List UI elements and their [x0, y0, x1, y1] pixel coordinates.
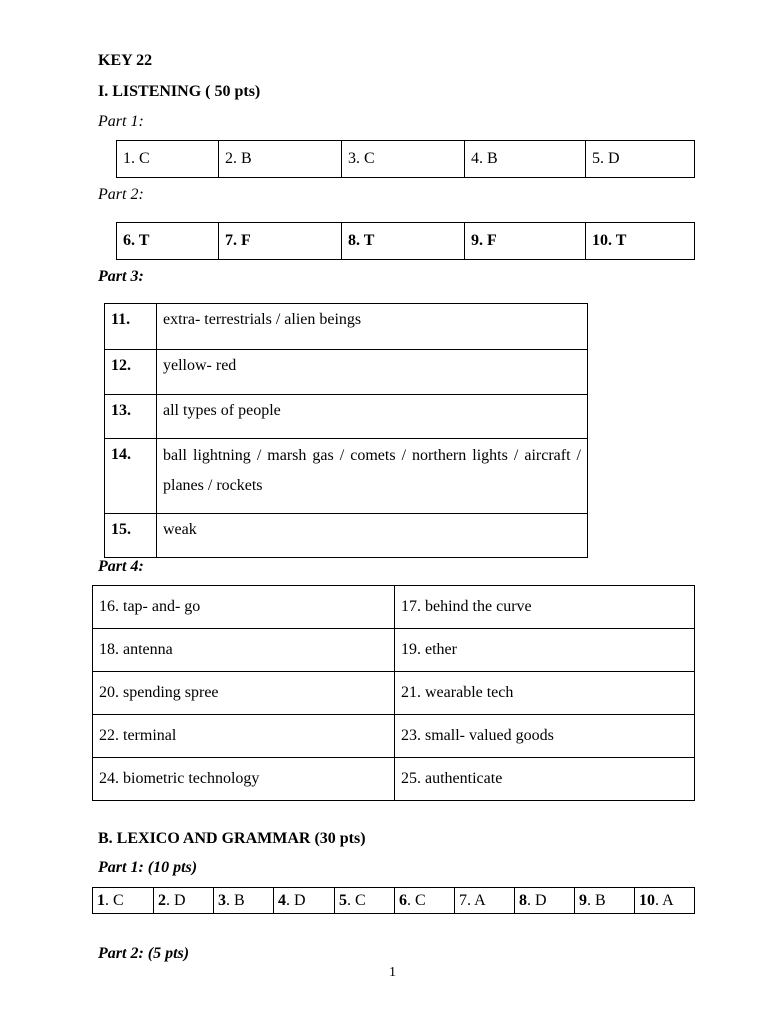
listening-part3-label: Part 3: [98, 268, 144, 285]
answer-cell: 16. tap- and- go [93, 586, 395, 629]
listening-part4-label: Part 4: [98, 558, 144, 575]
table-row [117, 223, 695, 260]
question-number: 1 [97, 891, 105, 909]
listening-part1-label: Part 1: [98, 113, 144, 130]
answer-cell: 23. small- valued goods [395, 715, 695, 758]
question-number: 5 [339, 891, 347, 909]
table-row [117, 141, 695, 178]
answer-letter: . B [226, 891, 245, 909]
answer-cell: weak [157, 514, 588, 558]
answer-cell: 24. biometric technology [93, 758, 395, 801]
question-number: 3 [218, 891, 226, 909]
lexico-part1-label: Part 1: (10 pts) [98, 859, 198, 876]
question-number: 2 [158, 891, 166, 909]
question-number: 10 [639, 891, 655, 909]
lexico-part1-table [92, 887, 695, 914]
page-number: 1 [389, 965, 396, 980]
table-row [93, 672, 695, 715]
answer-cell [214, 888, 274, 914]
question-number: 6 [399, 891, 407, 909]
answer-cell: 4. B [465, 141, 586, 178]
answer-cell: 9. F [465, 223, 586, 260]
answer-cell [515, 888, 575, 914]
table-row [93, 758, 695, 801]
answer-letter: . C [347, 891, 366, 909]
answer-cell [274, 888, 335, 914]
answer-cell: 2. B [219, 141, 342, 178]
listening-part2-label: Part 2: [98, 186, 144, 203]
key-title: KEY 22 [98, 52, 153, 69]
answer-cell: extra- terrestrials / alien beings [157, 304, 588, 350]
lexico-part2-label: Part 2: (5 pts) [98, 945, 190, 962]
table-row [93, 888, 695, 914]
answer-cell: 19. ether [395, 629, 695, 672]
table-row [105, 514, 588, 558]
answer-cell [93, 888, 154, 914]
answer-cell: 3. C [342, 141, 465, 178]
answer-cell: 5. D [586, 141, 695, 178]
answer-cell: 22. terminal [93, 715, 395, 758]
answer-cell: 18. antenna [93, 629, 395, 672]
answer-cell [335, 888, 395, 914]
answer-cell [575, 888, 635, 914]
table-row [93, 715, 695, 758]
answer-letter: . A [467, 891, 486, 909]
answer-cell: 20. spending spree [93, 672, 395, 715]
question-number: 14. [105, 439, 157, 514]
answer-letter: . A [655, 891, 674, 909]
answer-cell: all types of people [157, 395, 588, 439]
table-row [105, 395, 588, 439]
question-number: 13. [105, 395, 157, 439]
question-number: 9 [579, 891, 587, 909]
answer-cell: 17. behind the curve [395, 586, 695, 629]
question-number: 12. [105, 350, 157, 395]
table-row [105, 304, 588, 350]
answer-cell: 7. F [219, 223, 342, 260]
section-listening-heading: I. LISTENING ( 50 pts) [98, 83, 261, 100]
table-row [93, 586, 695, 629]
answer-letter: . C [407, 891, 426, 909]
answer-cell: 1. C [117, 141, 219, 178]
listening-part3-table [104, 303, 588, 558]
question-number: 4 [278, 891, 286, 909]
question-number: 7 [459, 891, 467, 909]
answer-cell: 21. wearable tech [395, 672, 695, 715]
answer-cell [455, 888, 515, 914]
answer-cell: 6. T [117, 223, 219, 260]
answer-letter: . D [166, 891, 186, 909]
answer-cell: 25. authenticate [395, 758, 695, 801]
table-row [93, 629, 695, 672]
listening-part4-table [92, 585, 695, 801]
answer-cell [395, 888, 455, 914]
question-number: 15. [105, 514, 157, 558]
answer-cell [154, 888, 214, 914]
answer-letter: . C [105, 891, 124, 909]
listening-part2-table [116, 222, 695, 260]
table-row [105, 439, 588, 514]
answer-cell: yellow- red [157, 350, 588, 395]
answer-letter: . D [527, 891, 547, 909]
listening-part1-table [116, 140, 695, 178]
answer-letter: . D [286, 891, 306, 909]
answer-cell: 10. T [586, 223, 695, 260]
question-number: 11. [105, 304, 157, 350]
question-number: 8 [519, 891, 527, 909]
section-lexico-heading: B. LEXICO AND GRAMMAR (30 pts) [98, 830, 366, 847]
answer-cell: ball lightning / marsh gas / comets / northern lights / aircraft / planes / rockets [157, 439, 588, 514]
answer-cell [635, 888, 695, 914]
table-row [105, 350, 588, 395]
answer-letter: . B [587, 891, 606, 909]
answer-cell: 8. T [342, 223, 465, 260]
